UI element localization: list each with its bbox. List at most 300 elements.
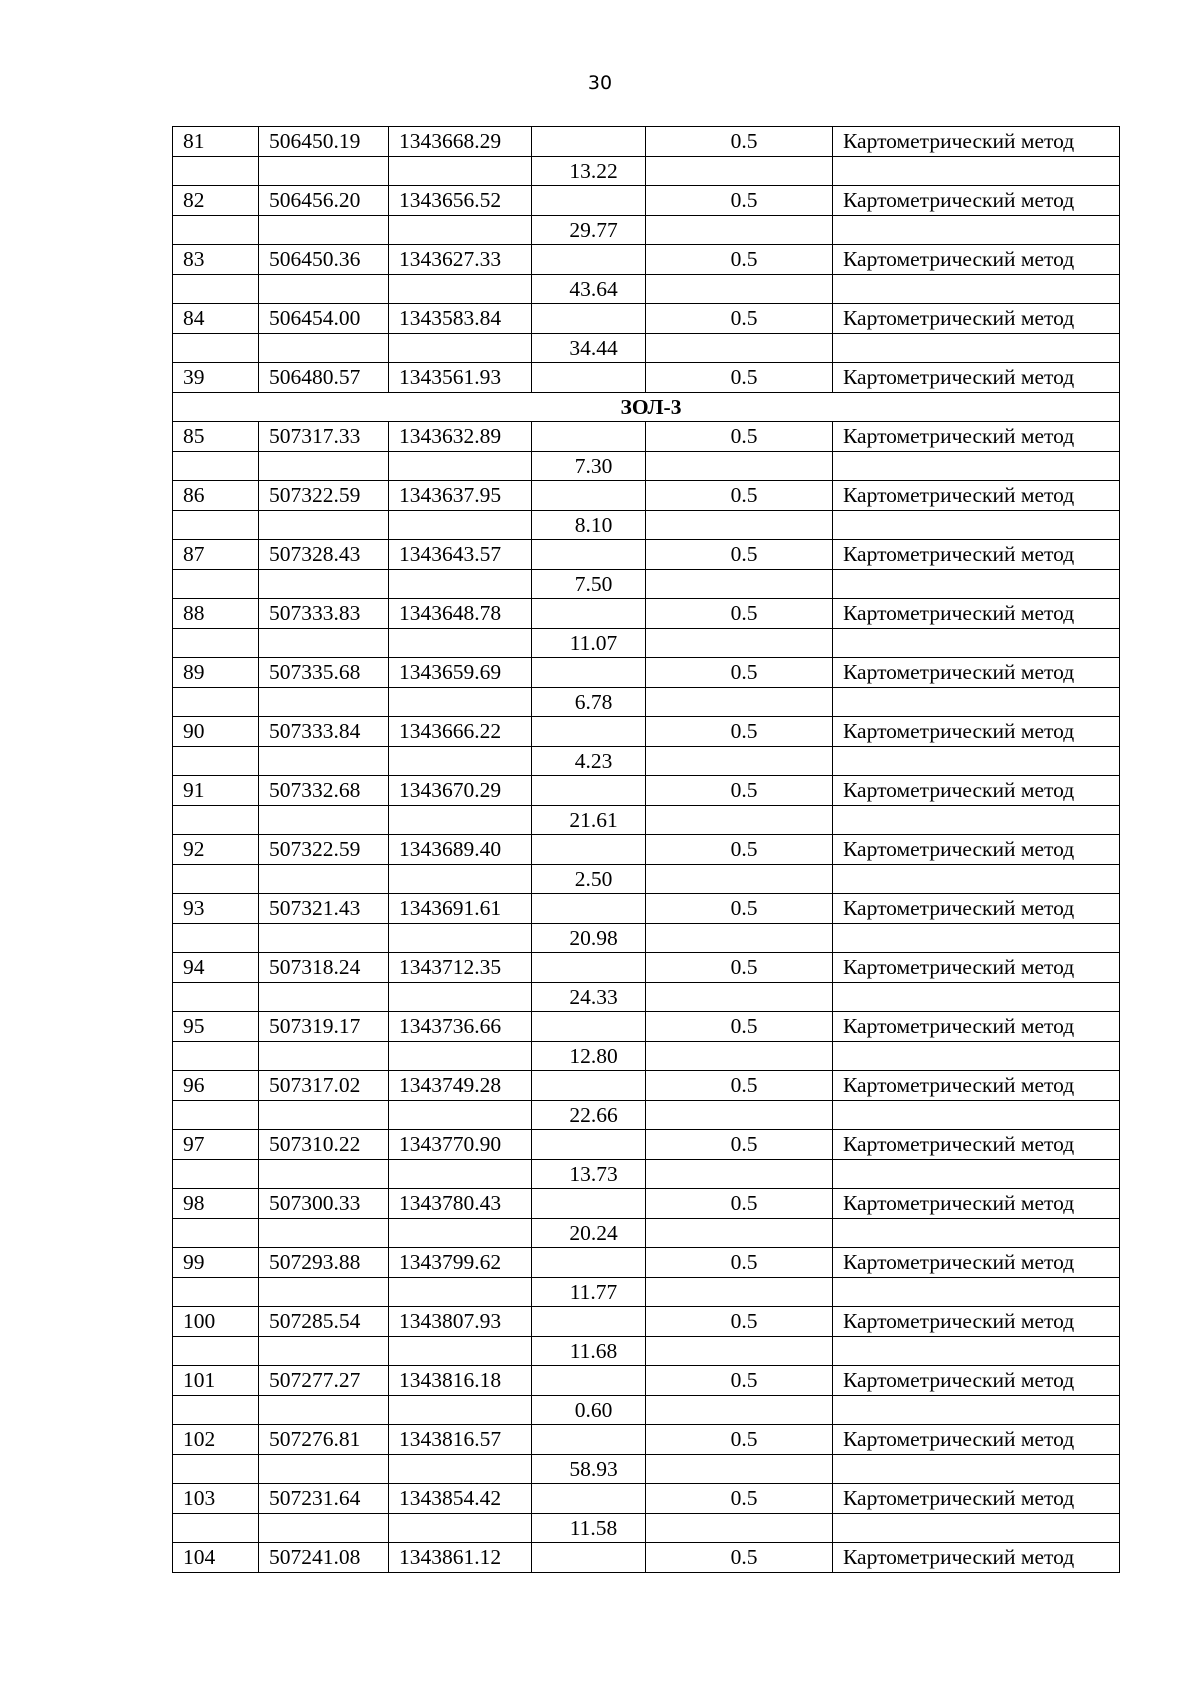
point-row	[173, 835, 1120, 865]
empty-cell	[173, 1041, 259, 1071]
segment-length-empty	[532, 1366, 646, 1396]
coordinate-x: 506456.20	[259, 186, 389, 216]
point-row	[173, 1543, 1120, 1573]
point-row	[173, 658, 1120, 688]
point-number: 101	[173, 1366, 259, 1396]
coordinate-y: 1343691.61	[389, 894, 532, 924]
coordinate-x: 507333.83	[259, 599, 389, 629]
segment-length: 20.98	[532, 923, 646, 953]
segment-length-empty	[532, 658, 646, 688]
empty-cell	[259, 1454, 389, 1484]
point-number: 103	[173, 1484, 259, 1514]
empty-cell	[173, 274, 259, 304]
empty-cell	[646, 274, 833, 304]
segment-length-empty	[532, 186, 646, 216]
coordinate-y: 1343770.90	[389, 1130, 532, 1160]
point-number: 91	[173, 776, 259, 806]
empty-cell	[389, 687, 532, 717]
coordinate-y: 1343816.18	[389, 1366, 532, 1396]
method-text: Картометрический метод	[833, 1425, 1120, 1455]
empty-cell	[646, 1454, 833, 1484]
empty-cell	[646, 864, 833, 894]
segment-row	[173, 1218, 1120, 1248]
accuracy-value: 0.5	[646, 1071, 833, 1101]
accuracy-value: 0.5	[646, 245, 833, 275]
empty-cell	[646, 923, 833, 953]
empty-cell	[833, 333, 1120, 363]
segment-length-empty	[532, 1189, 646, 1219]
accuracy-value: 0.5	[646, 658, 833, 688]
segment-length: 21.61	[532, 805, 646, 835]
empty-cell	[259, 1159, 389, 1189]
method-text: Картометрический метод	[833, 304, 1120, 334]
segment-length: 0.60	[532, 1395, 646, 1425]
point-number: 87	[173, 540, 259, 570]
empty-cell	[389, 215, 532, 245]
segment-length: 13.73	[532, 1159, 646, 1189]
coordinate-x: 507318.24	[259, 953, 389, 983]
accuracy-value: 0.5	[646, 1543, 833, 1573]
empty-cell	[259, 1395, 389, 1425]
point-number: 98	[173, 1189, 259, 1219]
segment-length: 24.33	[532, 982, 646, 1012]
segment-row	[173, 805, 1120, 835]
empty-cell	[389, 1336, 532, 1366]
segment-row	[173, 156, 1120, 186]
coordinate-x: 507328.43	[259, 540, 389, 570]
segment-length: 29.77	[532, 215, 646, 245]
coordinate-y: 1343736.66	[389, 1012, 532, 1042]
coordinate-x: 507317.02	[259, 1071, 389, 1101]
empty-cell	[259, 1041, 389, 1071]
empty-cell	[646, 215, 833, 245]
method-text: Картометрический метод	[833, 422, 1120, 452]
page-number: 30	[587, 72, 613, 94]
segment-length: 11.77	[532, 1277, 646, 1307]
point-row	[173, 776, 1120, 806]
coordinate-x: 507231.64	[259, 1484, 389, 1514]
segment-length-empty	[532, 1425, 646, 1455]
empty-cell	[646, 982, 833, 1012]
section-title: ЗОЛ-3	[173, 392, 1120, 422]
accuracy-value: 0.5	[646, 1366, 833, 1396]
empty-cell	[833, 451, 1120, 481]
segment-length: 12.80	[532, 1041, 646, 1071]
point-number: 95	[173, 1012, 259, 1042]
empty-cell	[259, 687, 389, 717]
empty-cell	[646, 1277, 833, 1307]
empty-cell	[833, 156, 1120, 186]
empty-cell	[833, 1218, 1120, 1248]
empty-cell	[389, 333, 532, 363]
section-row	[173, 392, 1120, 422]
point-row	[173, 1307, 1120, 1337]
point-number: 88	[173, 599, 259, 629]
empty-cell	[259, 333, 389, 363]
empty-cell	[833, 215, 1120, 245]
empty-cell	[259, 1277, 389, 1307]
segment-length-empty	[532, 1307, 646, 1337]
segment-length: 11.58	[532, 1513, 646, 1543]
point-number: 102	[173, 1425, 259, 1455]
empty-cell	[173, 1218, 259, 1248]
accuracy-value: 0.5	[646, 363, 833, 393]
method-text: Картометрический метод	[833, 363, 1120, 393]
accuracy-value: 0.5	[646, 894, 833, 924]
accuracy-value: 0.5	[646, 1425, 833, 1455]
coordinate-y: 1343816.57	[389, 1425, 532, 1455]
empty-cell	[646, 628, 833, 658]
segment-length-empty	[532, 1012, 646, 1042]
segment-length-empty	[532, 540, 646, 570]
segment-length: 7.50	[532, 569, 646, 599]
empty-cell	[833, 982, 1120, 1012]
point-row	[173, 1071, 1120, 1101]
point-number: 86	[173, 481, 259, 511]
segment-length-empty	[532, 1248, 646, 1278]
point-number: 100	[173, 1307, 259, 1337]
coordinate-y: 1343670.29	[389, 776, 532, 806]
coordinate-x: 507277.27	[259, 1366, 389, 1396]
empty-cell	[259, 156, 389, 186]
accuracy-value: 0.5	[646, 953, 833, 983]
segment-length-empty	[532, 304, 646, 334]
method-text: Картометрический метод	[833, 1012, 1120, 1042]
point-row	[173, 599, 1120, 629]
method-text: Картометрический метод	[833, 1307, 1120, 1337]
empty-cell	[646, 687, 833, 717]
method-text: Картометрический метод	[833, 717, 1120, 747]
method-text: Картометрический метод	[833, 835, 1120, 865]
empty-cell	[646, 1100, 833, 1130]
point-row	[173, 245, 1120, 275]
empty-cell	[833, 1159, 1120, 1189]
point-number: 104	[173, 1543, 259, 1573]
empty-cell	[389, 1454, 532, 1484]
coordinate-x: 506480.57	[259, 363, 389, 393]
empty-cell	[646, 1159, 833, 1189]
empty-cell	[646, 1513, 833, 1543]
empty-cell	[173, 864, 259, 894]
point-number: 99	[173, 1248, 259, 1278]
point-number: 39	[173, 363, 259, 393]
empty-cell	[389, 746, 532, 776]
empty-cell	[389, 982, 532, 1012]
empty-cell	[173, 1159, 259, 1189]
point-number: 89	[173, 658, 259, 688]
method-text: Картометрический метод	[833, 127, 1120, 157]
empty-cell	[646, 510, 833, 540]
method-text: Картометрический метод	[833, 540, 1120, 570]
point-number: 81	[173, 127, 259, 157]
empty-cell	[833, 1513, 1120, 1543]
empty-cell	[259, 1218, 389, 1248]
empty-cell	[833, 274, 1120, 304]
empty-cell	[833, 1041, 1120, 1071]
segment-length-empty	[532, 835, 646, 865]
coordinate-x: 506450.36	[259, 245, 389, 275]
coordinate-x: 507310.22	[259, 1130, 389, 1160]
segment-length: 8.10	[532, 510, 646, 540]
accuracy-value: 0.5	[646, 186, 833, 216]
point-row	[173, 1248, 1120, 1278]
point-row	[173, 953, 1120, 983]
segment-length-empty	[532, 363, 646, 393]
point-row	[173, 1130, 1120, 1160]
coordinate-y: 1343648.78	[389, 599, 532, 629]
empty-cell	[173, 805, 259, 835]
coordinate-x: 506450.19	[259, 127, 389, 157]
accuracy-value: 0.5	[646, 1248, 833, 1278]
segment-length: 11.68	[532, 1336, 646, 1366]
empty-cell	[389, 1100, 532, 1130]
segment-length: 2.50	[532, 864, 646, 894]
empty-cell	[173, 687, 259, 717]
empty-cell	[173, 982, 259, 1012]
segment-row	[173, 333, 1120, 363]
coordinate-x: 507317.33	[259, 422, 389, 452]
point-row	[173, 717, 1120, 747]
empty-cell	[833, 1395, 1120, 1425]
empty-cell	[173, 923, 259, 953]
segment-length: 43.64	[532, 274, 646, 304]
coordinate-y: 1343643.57	[389, 540, 532, 570]
method-text: Картометрический метод	[833, 1189, 1120, 1219]
empty-cell	[389, 274, 532, 304]
method-text: Картометрический метод	[833, 599, 1120, 629]
point-row	[173, 304, 1120, 334]
empty-cell	[833, 628, 1120, 658]
point-number: 93	[173, 894, 259, 924]
empty-cell	[389, 805, 532, 835]
coordinate-x: 507285.54	[259, 1307, 389, 1337]
empty-cell	[173, 1336, 259, 1366]
empty-cell	[259, 1100, 389, 1130]
segment-length: 20.24	[532, 1218, 646, 1248]
empty-cell	[833, 1277, 1120, 1307]
method-text: Картометрический метод	[833, 953, 1120, 983]
segment-row	[173, 274, 1120, 304]
segment-row	[173, 1100, 1120, 1130]
empty-cell	[259, 805, 389, 835]
coordinate-x: 507322.59	[259, 481, 389, 511]
accuracy-value: 0.5	[646, 1189, 833, 1219]
accuracy-value: 0.5	[646, 1012, 833, 1042]
point-number: 96	[173, 1071, 259, 1101]
method-text: Картометрический метод	[833, 186, 1120, 216]
segment-row	[173, 451, 1120, 481]
segment-row	[173, 1336, 1120, 1366]
accuracy-value: 0.5	[646, 1130, 833, 1160]
segment-row	[173, 1159, 1120, 1189]
segment-length: 34.44	[532, 333, 646, 363]
point-number: 85	[173, 422, 259, 452]
coordinate-y: 1343627.33	[389, 245, 532, 275]
empty-cell	[173, 1395, 259, 1425]
empty-cell	[833, 923, 1120, 953]
empty-cell	[833, 864, 1120, 894]
empty-cell	[646, 1041, 833, 1071]
empty-cell	[833, 805, 1120, 835]
empty-cell	[833, 1100, 1120, 1130]
empty-cell	[259, 569, 389, 599]
accuracy-value: 0.5	[646, 540, 833, 570]
segment-row	[173, 864, 1120, 894]
empty-cell	[389, 569, 532, 599]
empty-cell	[833, 746, 1120, 776]
segment-row	[173, 1513, 1120, 1543]
segment-length-empty	[532, 776, 646, 806]
segment-row	[173, 746, 1120, 776]
empty-cell	[173, 1100, 259, 1130]
accuracy-value: 0.5	[646, 1307, 833, 1337]
empty-cell	[646, 333, 833, 363]
coordinate-y: 1343561.93	[389, 363, 532, 393]
coordinate-x: 506454.00	[259, 304, 389, 334]
coordinate-x: 507333.84	[259, 717, 389, 747]
empty-cell	[173, 333, 259, 363]
method-text: Картометрический метод	[833, 658, 1120, 688]
coordinate-y: 1343637.95	[389, 481, 532, 511]
empty-cell	[173, 510, 259, 540]
accuracy-value: 0.5	[646, 835, 833, 865]
empty-cell	[833, 1336, 1120, 1366]
empty-cell	[833, 1454, 1120, 1484]
segment-row	[173, 1277, 1120, 1307]
segment-row	[173, 1041, 1120, 1071]
method-text: Картометрический метод	[833, 481, 1120, 511]
empty-cell	[259, 274, 389, 304]
coordinate-y: 1343861.12	[389, 1543, 532, 1573]
accuracy-value: 0.5	[646, 1484, 833, 1514]
point-row	[173, 127, 1120, 157]
point-row	[173, 363, 1120, 393]
accuracy-value: 0.5	[646, 599, 833, 629]
empty-cell	[173, 1454, 259, 1484]
method-text: Картометрический метод	[833, 245, 1120, 275]
segment-length-empty	[532, 481, 646, 511]
segment-length-empty	[532, 127, 646, 157]
empty-cell	[259, 510, 389, 540]
segment-length: 11.07	[532, 628, 646, 658]
empty-cell	[259, 982, 389, 1012]
segment-length-empty	[532, 422, 646, 452]
method-text: Картометрический метод	[833, 1130, 1120, 1160]
coordinate-x: 507300.33	[259, 1189, 389, 1219]
empty-cell	[259, 628, 389, 658]
point-row	[173, 1425, 1120, 1455]
empty-cell	[646, 1395, 833, 1425]
empty-cell	[389, 156, 532, 186]
empty-cell	[389, 1041, 532, 1071]
point-row	[173, 540, 1120, 570]
point-row	[173, 186, 1120, 216]
method-text: Картометрический метод	[833, 1248, 1120, 1278]
point-number: 83	[173, 245, 259, 275]
coordinate-y: 1343780.43	[389, 1189, 532, 1219]
segment-length: 6.78	[532, 687, 646, 717]
segment-length: 22.66	[532, 1100, 646, 1130]
empty-cell	[259, 215, 389, 245]
empty-cell	[833, 569, 1120, 599]
empty-cell	[389, 1513, 532, 1543]
coordinate-y: 1343659.69	[389, 658, 532, 688]
coordinate-y: 1343583.84	[389, 304, 532, 334]
method-text: Картометрический метод	[833, 1366, 1120, 1396]
point-number: 97	[173, 1130, 259, 1160]
coordinate-x: 507332.68	[259, 776, 389, 806]
empty-cell	[389, 451, 532, 481]
segment-length: 58.93	[532, 1454, 646, 1484]
method-text: Картометрический метод	[833, 1071, 1120, 1101]
coordinate-x: 507321.43	[259, 894, 389, 924]
empty-cell	[646, 805, 833, 835]
method-text: Картометрический метод	[833, 776, 1120, 806]
coordinate-x: 507319.17	[259, 1012, 389, 1042]
empty-cell	[389, 1218, 532, 1248]
empty-cell	[646, 1336, 833, 1366]
empty-cell	[646, 569, 833, 599]
segment-length: 4.23	[532, 746, 646, 776]
segment-length-empty	[532, 1543, 646, 1573]
accuracy-value: 0.5	[646, 304, 833, 334]
segment-row	[173, 215, 1120, 245]
segment-length-empty	[532, 1071, 646, 1101]
coordinate-y: 1343712.35	[389, 953, 532, 983]
empty-cell	[646, 746, 833, 776]
coordinates-table-body	[173, 127, 1120, 1573]
point-row	[173, 1484, 1120, 1514]
empty-cell	[646, 1218, 833, 1248]
point-row	[173, 1366, 1120, 1396]
empty-cell	[173, 1277, 259, 1307]
point-row	[173, 1189, 1120, 1219]
empty-cell	[259, 864, 389, 894]
point-row	[173, 894, 1120, 924]
empty-cell	[646, 156, 833, 186]
segment-row	[173, 1454, 1120, 1484]
coordinate-y: 1343668.29	[389, 127, 532, 157]
point-number: 84	[173, 304, 259, 334]
segment-length: 13.22	[532, 156, 646, 186]
point-row	[173, 1012, 1120, 1042]
coordinate-x: 507276.81	[259, 1425, 389, 1455]
coordinates-table	[172, 126, 1120, 1573]
segment-length-empty	[532, 1484, 646, 1514]
coordinate-x: 507335.68	[259, 658, 389, 688]
coordinate-y: 1343689.40	[389, 835, 532, 865]
point-number: 90	[173, 717, 259, 747]
segment-row	[173, 687, 1120, 717]
point-number: 82	[173, 186, 259, 216]
empty-cell	[389, 628, 532, 658]
coordinate-x: 507322.59	[259, 835, 389, 865]
segment-row	[173, 628, 1120, 658]
empty-cell	[259, 1336, 389, 1366]
method-text: Картометрический метод	[833, 894, 1120, 924]
empty-cell	[389, 864, 532, 894]
accuracy-value: 0.5	[646, 481, 833, 511]
empty-cell	[259, 746, 389, 776]
empty-cell	[259, 923, 389, 953]
empty-cell	[833, 687, 1120, 717]
segment-length-empty	[532, 953, 646, 983]
segment-length-empty	[532, 245, 646, 275]
segment-length-empty	[532, 894, 646, 924]
coordinate-x: 507241.08	[259, 1543, 389, 1573]
accuracy-value: 0.5	[646, 127, 833, 157]
empty-cell	[833, 510, 1120, 540]
